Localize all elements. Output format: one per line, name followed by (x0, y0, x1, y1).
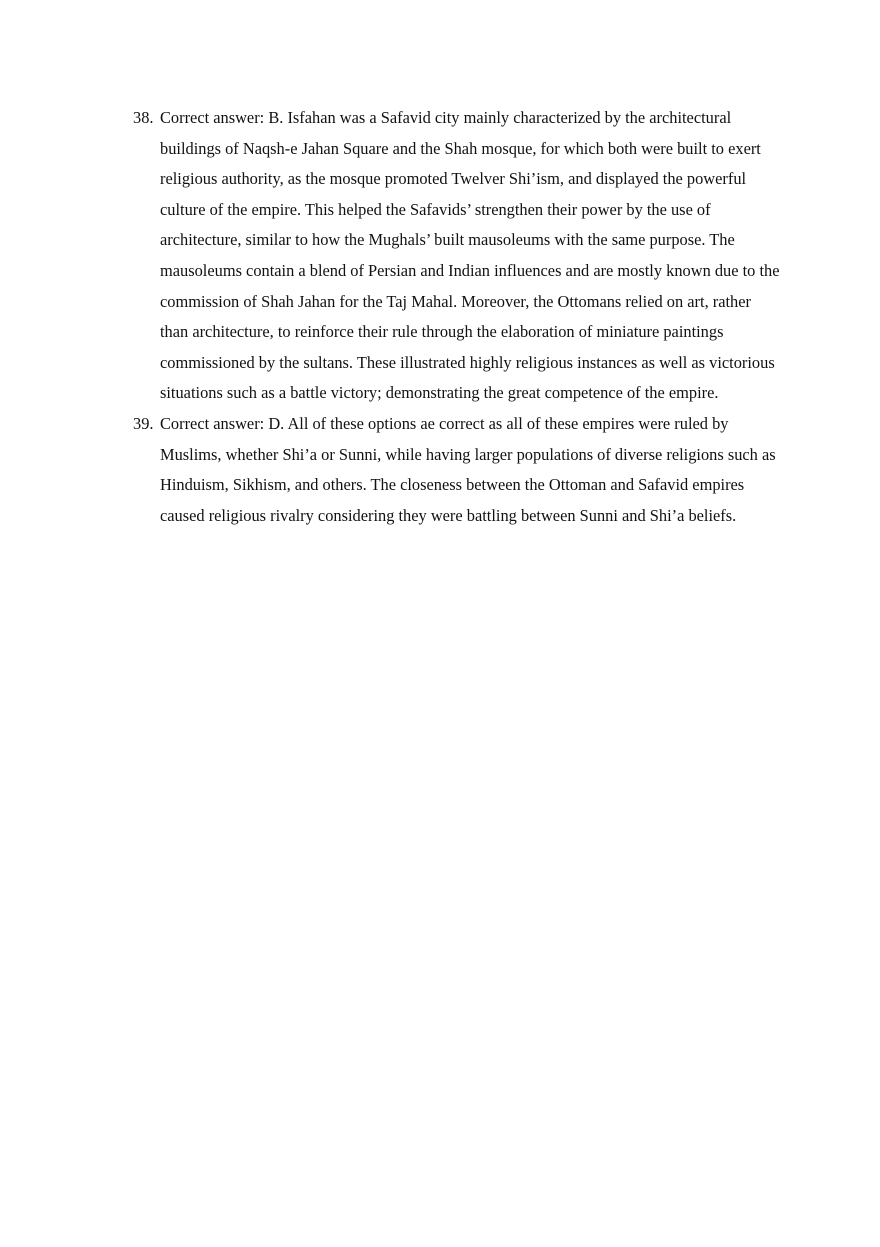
answer-item-39 (133, 409, 783, 531)
answer-number: 39. (133, 413, 154, 433)
answer-text: Correct answer: B. Isfahan was a Safavid city mainly characterized by the architectural buildings of Naqsh-e Jahan Square and the Shah mosque, for which both were built to exert religious authority, as the mosque promoted Twelver Shi’ism, and displayed the powerful culture of the empire. This helped the Safavids’ strengthen their power by the use of architecture, similar to how the Mughals’ built mausoleums with the same purpose. The mausoleums contain a blend of Persian and Indian influences and are mostly known due to the commission of Shah Jahan for the Taj Mahal. Moreover, the Ottomans relied on art, rather than architecture, to reinforce their rule through the elaboration of miniature paintings commissioned by the sultans. These illustrated highly religious instances as well as victorious situations such as a battle victory; demonstrating the great competence of the empire. (160, 108, 780, 403)
answer-number: 38. (133, 108, 154, 127)
answer-text: Correct answer: D. All of these options ae correct as all of these empires were ruled by Muslims, whether Shi’a or Sunni, while having larger populations of diverse religions such as Hinduism, Sikhism, and others. The closeness between the Ottoman and Safavid empires caused religious rivalry considering they were battling between Sunni and Shi’a beliefs. (160, 413, 776, 525)
answer-item-38 (133, 103, 783, 409)
answer-list (133, 103, 783, 531)
